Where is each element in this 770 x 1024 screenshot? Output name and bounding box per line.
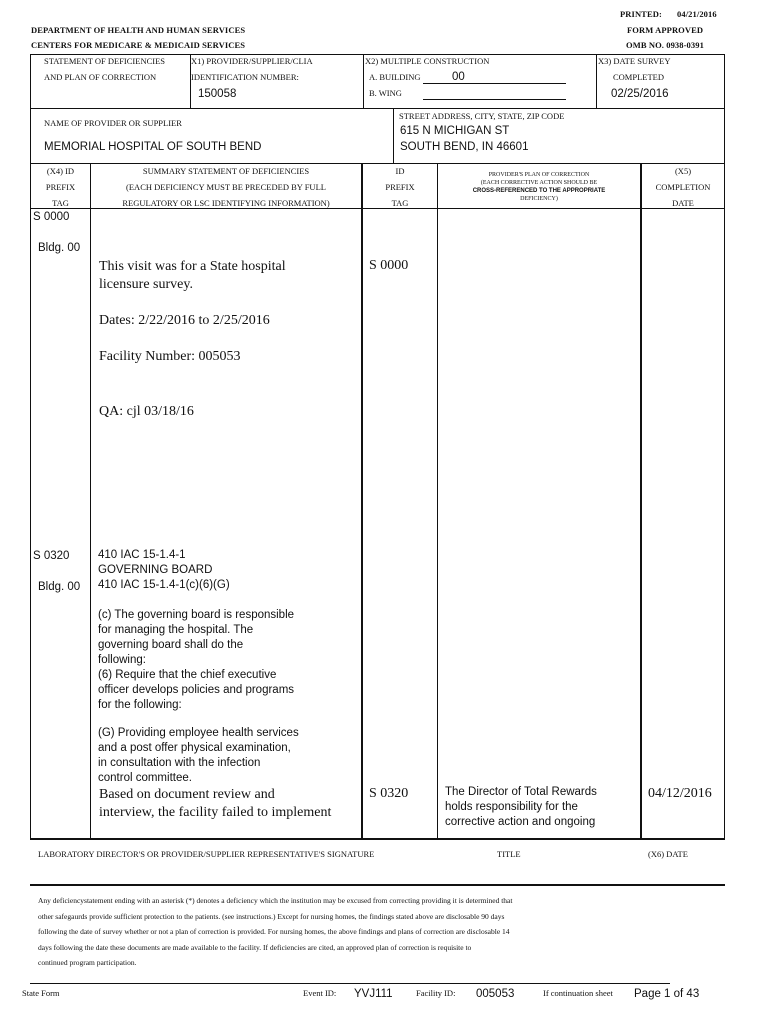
entry-2-completion-date: 04/12/2016 (648, 786, 712, 801)
entry-1-dates: Dates: 2/22/2016 to 2/25/2016 (99, 313, 270, 328)
facility-id-value: 005053 (476, 988, 515, 1000)
building-underline (423, 83, 566, 84)
rule (596, 54, 597, 109)
wing-label: B. WING (369, 88, 402, 98)
plan-header: PROVIDER'S PLAN OF CORRECTION (EACH CORRECTIVE ACTION SHOULD BE CROSS-REFERENCED TO THE APPROPRIATE DEFICIENCY) (472, 172, 606, 202)
rule (393, 108, 394, 164)
page-number: Page 1 of 43 (634, 988, 700, 1000)
entry-1-bldg: Bldg. 00 (38, 242, 81, 254)
address-line-1: 615 N MICHIGAN ST (400, 125, 510, 137)
printed-label: PRINTED: (620, 9, 662, 19)
disclaimer: Any deficiencystatement ending with an asterisk (*) denotes a deficiency which the institution may be excused from correcting providing it is determined that other safegaurds provide sufficient protection to the patients. (see instructions.) Except for nursing homes, the findings stated above are disclosable 90 days following the date of survey whether or not a plan of correction is provided. For nursing homes, the above findings and plans of correction are disclosable 14 days following the date these documents are made available to the facility. If deficiencies are cited, an approved plan of correction is requisite to continued program participation. (38, 896, 513, 967)
statement-label-2: AND PLAN OF CORRECTION (44, 72, 157, 82)
rule (724, 163, 725, 839)
entry-1-tag: S 0000 (33, 211, 70, 223)
continuation-label: If continuation sheet (543, 988, 613, 998)
title-label: TITLE (497, 849, 521, 859)
rule (30, 54, 725, 55)
x2-label: X2) MULTIPLE CONSTRUCTION (365, 56, 490, 66)
entry-1-text: This visit was for a State hospital licensure survey. (99, 259, 286, 292)
provider-name: MEMORIAL HOSPITAL OF SOUTH BEND (44, 141, 262, 153)
x1-label-2: IDENTIFICATION NUMBER: (191, 72, 299, 82)
printed-date: 04/21/2016 (677, 9, 717, 19)
survey-completed-date: 02/25/2016 (611, 88, 669, 100)
entry-2-id-tag: S 0320 (369, 786, 409, 801)
rule (640, 163, 642, 839)
wing-underline (423, 99, 566, 100)
entry-2-paragraph-1: (c) The governing board is responsible for managing the hospital. The governing board shall do the following: (6) Require that the chief executive officer develops policies and programs for the following: (98, 609, 295, 711)
rule (30, 54, 31, 109)
entry-1-id-tag: S 0000 (369, 258, 409, 273)
rule (30, 838, 725, 840)
building-value: 00 (452, 71, 465, 83)
form-approved: FORM APPROVED (627, 25, 704, 35)
department-name: DEPARTMENT OF HEALTH AND HUMAN SERVICES (31, 25, 246, 35)
state-form-label: State Form (22, 988, 60, 998)
entry-2-tag: S 0320 (33, 550, 70, 562)
rule (30, 884, 725, 886)
rule (30, 108, 31, 164)
rule (363, 54, 364, 109)
x1-label-1: X1) PROVIDER/SUPPLIER/CLIA (191, 56, 313, 66)
rule (437, 163, 438, 839)
address-label: STREET ADDRESS, CITY, STATE, ZIP CODE (399, 111, 565, 121)
event-id-label: Event ID: (303, 988, 337, 998)
rule (30, 163, 31, 839)
x3-completed-label: COMPLETED (613, 72, 664, 82)
statement-label-1: STATEMENT OF DEFICIENCIES (44, 56, 166, 66)
building-label: A. BUILDING (369, 72, 421, 82)
x3-label: X3) DATE SURVEY (598, 56, 671, 66)
provider-name-label: NAME OF PROVIDER OR SUPPLIER (44, 118, 182, 128)
date-label: (X6) DATE (648, 849, 688, 859)
entry-2-regulation: 410 IAC 15-1.4-1 GOVERNING BOARD 410 IAC 15-1.4-1(c)(6)(G) (98, 549, 230, 591)
facility-id-label: Facility ID: (416, 988, 456, 998)
summary-header: SUMMARY STATEMENT OF DEFICIENCIES (EACH DEFICIENCY MUST BE PRECEDED BY FULL REGULATORY OR LSC IDENTIFYING INFORMATION) (122, 166, 330, 208)
rule (361, 163, 363, 839)
rule (30, 108, 725, 109)
entry-2-plan: The Director of Total Rewards holds responsibility for the corrective action and ongoing (445, 786, 597, 828)
rule (90, 163, 91, 839)
omb-number: OMB NO. 0938-0391 (626, 40, 704, 50)
entry-1-facility: Facility Number: 005053 (99, 349, 241, 364)
address-line-2: SOUTH BEND, IN 46601 (400, 141, 529, 153)
rule (30, 983, 670, 984)
id-header: ID PREFIX TAG (385, 166, 415, 208)
event-id-value: YVJ111 (354, 988, 393, 1000)
entry-2-paragraph-2: (G) Providing employee health services and a post offer physical examination, in consultation with the infection control committee. (98, 727, 299, 784)
provider-id-number: 150058 (198, 88, 237, 100)
x4-header: (X4) ID PREFIX TAG (45, 166, 76, 208)
rule (724, 54, 725, 164)
entry-2-paragraph-3: Based on document review and interview, the facility failed to implement (99, 787, 332, 820)
signature-label: LABORATORY DIRECTOR'S OR PROVIDER/SUPPLIER REPRESENTATIVE'S SIGNATURE (38, 849, 375, 859)
entry-1-qa: QA: cjl 03/18/16 (99, 404, 194, 419)
x5-header: (X5) COMPLETION DATE (655, 166, 711, 208)
entry-2-bldg: Bldg. 00 (38, 581, 81, 593)
centers-name: CENTERS FOR MEDICARE & MEDICAID SERVICES (31, 40, 246, 50)
